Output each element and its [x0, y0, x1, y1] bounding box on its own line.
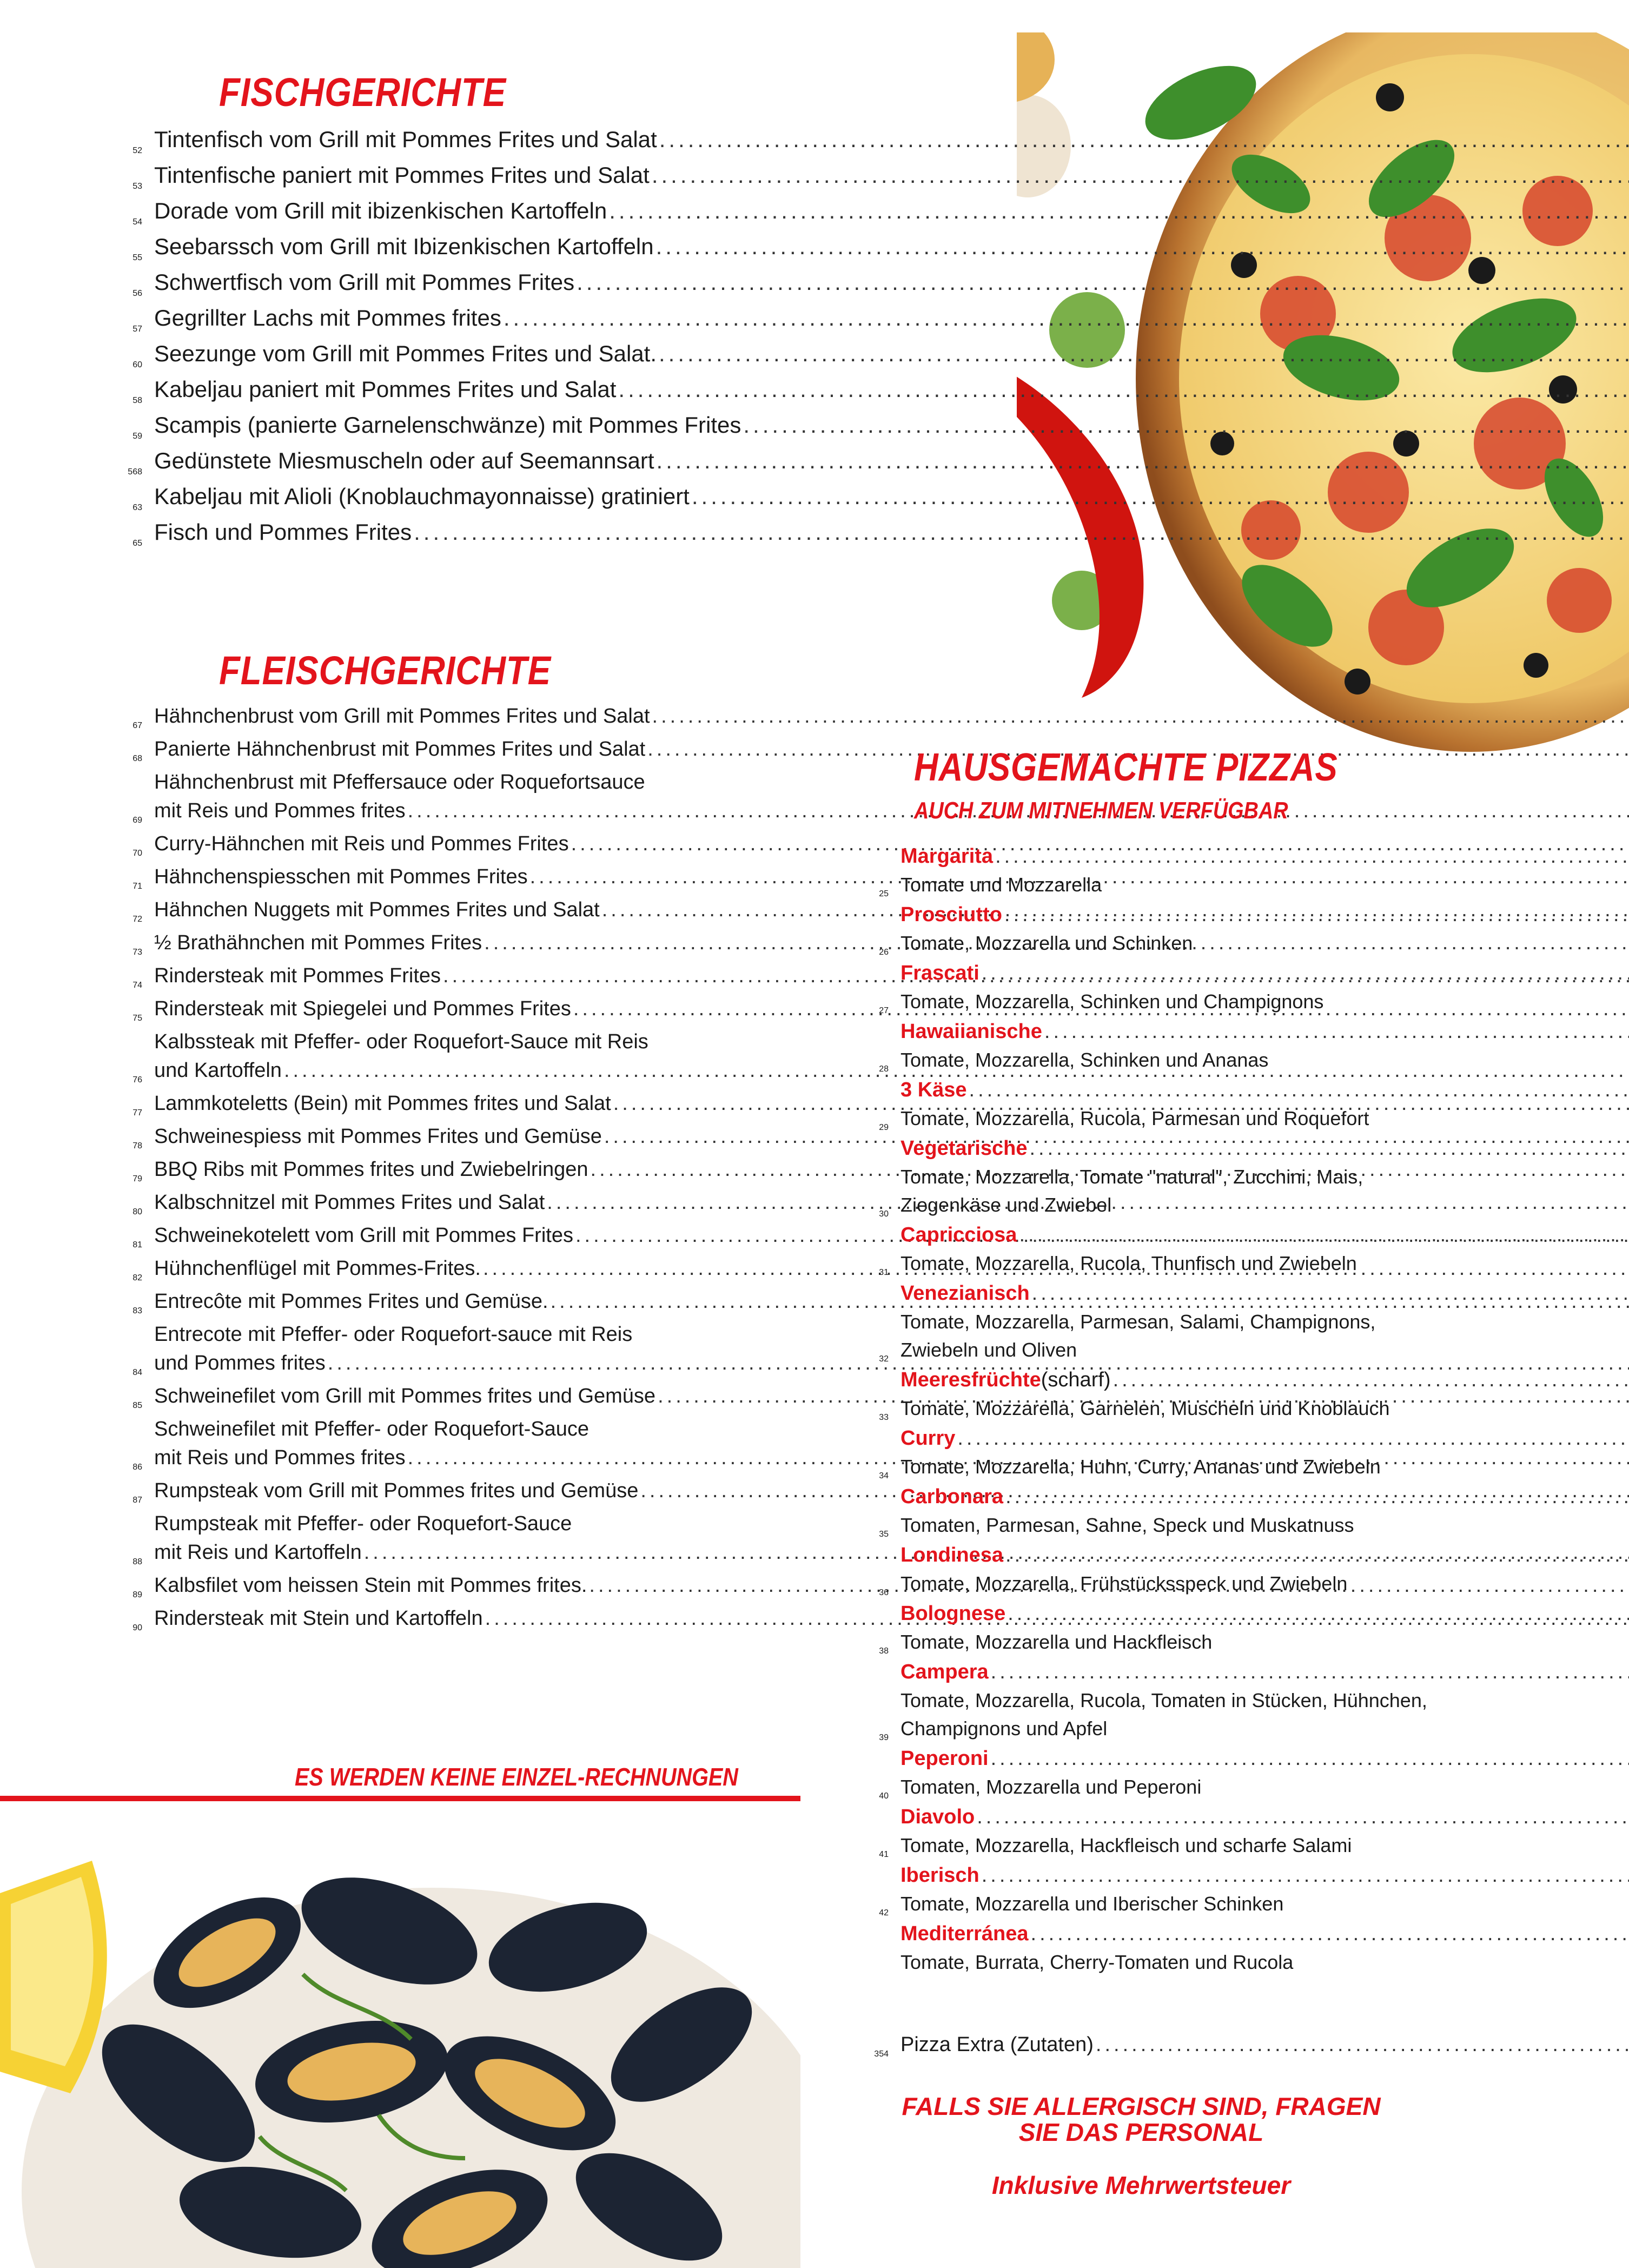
- item-number: 58: [133, 396, 142, 405]
- item-name: Fisch und Pommes Frites: [154, 519, 412, 545]
- leader-dots: [656, 230, 1629, 263]
- leader-dots: [657, 445, 1629, 477]
- fleisch-item: [133, 830, 780, 858]
- item-name: Hähnchenspiesschen mit Pommes Frites: [154, 865, 528, 888]
- fleisch-item: [133, 1415, 780, 1472]
- item-number: 86: [133, 1463, 142, 1472]
- fleisch-item: [133, 1122, 780, 1151]
- fleisch-item: [133, 1089, 780, 1118]
- pizza-item: [879, 1482, 1475, 1539]
- item-name: Schweinekotelett vom Grill mit Pommes Frites: [154, 1224, 573, 1247]
- pizza-item: [879, 1540, 1475, 1598]
- pizza-ingredients: Ziegenkäse und Zwiebel: [900, 1194, 1112, 1216]
- leader-dots: [1008, 1599, 1629, 1628]
- item-name: Schweinefilet vom Grill mit Pommes frites und Gemüse: [154, 1385, 656, 1407]
- fleisch-item: [133, 1188, 780, 1217]
- leader-dots: [982, 1861, 1629, 1890]
- pizza-name: Iberisch: [900, 1864, 979, 1887]
- fleisch-item: [133, 1510, 780, 1567]
- item-number: 41: [879, 1850, 889, 1859]
- item-name: Gegrillter Lachs mit Pommes frites: [154, 305, 501, 330]
- fisch-item: [133, 266, 983, 299]
- pizza-name: Diavolo: [900, 1806, 975, 1828]
- pizza-item: [879, 1017, 1475, 1074]
- pizza-item: [879, 1744, 1475, 1801]
- pizza-name: Frascati: [900, 962, 979, 984]
- item-number: 38: [879, 1647, 889, 1656]
- item-name: Kabeljau mit Alioli (Knoblauchmayonnaisse) gratiniert: [154, 484, 690, 509]
- pizza-item: [879, 842, 1475, 899]
- pizza-ingredients: Tomaten, Parmesan, Sahne, Speck und Muskatnuss: [900, 1514, 1354, 1536]
- pizza-ingredients: Tomate und Mozzarella: [900, 874, 1102, 896]
- pizza-item: [879, 1657, 1475, 1743]
- fleisch-item: [133, 896, 780, 924]
- fleisch-item: [133, 995, 780, 1023]
- no-separate-bills-note: ES WERDEN KEINE EINZEL-RECHNUNGEN: [295, 1763, 738, 1791]
- leader-dots: [995, 842, 1629, 871]
- item-name: Kalbssteak mit Pfeffer- oder Roquefort-Sauce mit Reis: [154, 1030, 648, 1053]
- pizza-item: [879, 1802, 1475, 1860]
- leader-dots: [1113, 1365, 1629, 1394]
- leader-dots: [991, 1657, 1629, 1687]
- fleisch-item: [133, 1254, 780, 1283]
- leader-dots: [609, 195, 1629, 227]
- pizza-name: Londinesa: [900, 1544, 1004, 1566]
- pizza-ingredients: Tomate, Burrata, Cherry-Tomaten und Rucola: [900, 1951, 1294, 1973]
- fisch-item: [133, 373, 983, 406]
- item-number: 71: [133, 882, 142, 891]
- item-name: Panierte Hähnchenbrust mit Pommes Frites und Salat: [154, 738, 646, 761]
- item-name: Kalbsfilet vom heissen Stein mit Pommes frites.: [154, 1574, 587, 1597]
- fleisch-item: [133, 1604, 780, 1633]
- item-name: Hähnchen Nuggets mit Pommes Frites und Salat: [154, 898, 600, 921]
- fisch-section-title: FISCHGERICHTE: [219, 70, 506, 115]
- leader-dots: [1005, 1540, 1629, 1570]
- item-number: 78: [133, 1141, 142, 1150]
- pizza-ingredients: Tomate, Mozzarella, Rucola, Tomaten in Stücken, Hühnchen,: [900, 1689, 1427, 1711]
- fleisch-item: [133, 1028, 780, 1085]
- leader-dots: [414, 516, 1629, 548]
- item-name: Kabeljau paniert mit Pommes Frites und Salat: [154, 376, 617, 402]
- leader-dots: [1032, 1279, 1629, 1308]
- fisch-item: [133, 195, 983, 227]
- pizza-item: [900, 1919, 1475, 1976]
- item-number: 70: [133, 849, 142, 858]
- fisch-item: [128, 445, 983, 477]
- pizza-item: [879, 1075, 1475, 1133]
- leader-dots: [991, 1744, 1629, 1773]
- item-name: Tintenfische paniert mit Pommes Frites und Salat: [154, 162, 650, 188]
- item-number: 80: [133, 1207, 142, 1216]
- pizza-list: [879, 842, 1475, 1978]
- pizza-name: Hawaiianische: [900, 1020, 1042, 1043]
- item-name: Seebarssch vom Grill mit Ibizenkischen Kartoffeln: [154, 234, 654, 259]
- item-number: 60: [133, 360, 142, 369]
- pizza-ingredients: Tomate, Mozzarella, Garnelen, Muscheln und Knoblauch: [900, 1397, 1390, 1419]
- fleisch-item: [133, 768, 780, 825]
- pizza-ingredients: Tomate, Mozzarella, Parmesan, Salami, Champignons,: [900, 1311, 1376, 1333]
- item-number: 31: [879, 1268, 889, 1277]
- pizza-item: [879, 1861, 1475, 1918]
- fisch-item: [133, 230, 983, 263]
- item-number: 27: [879, 1006, 889, 1015]
- leader-dots: [969, 1075, 1629, 1105]
- item-number: 28: [879, 1064, 889, 1074]
- pizza-ingredients: Tomate, Mozzarella und Schinken: [900, 932, 1193, 954]
- fleisch-item: [133, 702, 780, 731]
- leader-dots: [982, 958, 1629, 988]
- fisch-item: [133, 516, 983, 548]
- fleisch-item: [133, 929, 780, 957]
- item-number: 81: [133, 1240, 142, 1249]
- leader-dots: [1019, 1220, 1629, 1249]
- pizza-ingredients: Tomate, Mozzarella und Iberischer Schinken: [900, 1893, 1284, 1915]
- leader-dots: [618, 373, 1629, 406]
- pizza-ingredients: Zwiebeln und Oliven: [900, 1339, 1077, 1361]
- leader-dots: [652, 702, 1629, 731]
- item-name: Rindersteak mit Spiegelei und Pommes Frites: [154, 997, 571, 1020]
- item-number: 42: [879, 1908, 889, 1917]
- fisch-list: [128, 123, 983, 552]
- item-number: 84: [133, 1368, 142, 1377]
- leader-dots: [957, 1424, 1629, 1453]
- item-name: Rindersteak mit Pommes Frites: [154, 964, 441, 987]
- pizza-ingredients: Tomate, Mozzarella, Tomate "natural", Zucchini, Mais,: [900, 1166, 1363, 1188]
- item-number: 53: [133, 182, 142, 191]
- item-name: Kalbschnitzel mit Pommes Frites und Salat: [154, 1191, 545, 1214]
- red-divider-line: [0, 1796, 800, 1801]
- item-number: 54: [133, 217, 142, 227]
- pizza-name: Capricciosa: [900, 1224, 1017, 1246]
- pizza-subtitle: AUCH ZUM MITNEHMEN VERFÜGBAR: [914, 797, 1288, 824]
- fleisch-item: [133, 1477, 780, 1505]
- pizza-ingredients: Tomate, Mozzarella, Schinken und Ananas: [900, 1049, 1269, 1071]
- fisch-item: [133, 409, 983, 441]
- item-number: 56: [133, 289, 142, 298]
- item-name: Rumpsteak mit Pfeffer- oder Roquefort-Sauce: [154, 1512, 572, 1535]
- item-number: 77: [133, 1108, 142, 1118]
- item-number: 73: [133, 948, 142, 957]
- item-number: 34: [879, 1471, 889, 1480]
- item-number: 52: [133, 146, 142, 155]
- leader-dots: [652, 159, 1629, 191]
- pizza-name: Mediterránea: [900, 1922, 1029, 1945]
- item-name: Dorade vom Grill mit ibizenkischen Kartoffeln: [154, 198, 607, 223]
- leader-dots: [977, 1802, 1629, 1831]
- pizza-name: Meeresfrüchte: [900, 1368, 1041, 1391]
- item-number: 82: [133, 1273, 142, 1282]
- item-number: 30: [879, 1209, 889, 1219]
- item-number: 36: [879, 1588, 889, 1597]
- item-number: 26: [879, 948, 889, 957]
- pizza-item: [879, 900, 1475, 957]
- fleisch-item: [133, 863, 780, 891]
- leader-dots: [1096, 2030, 1629, 2059]
- item-number: 63: [133, 503, 142, 512]
- pizza-ingredients: Tomate, Mozzarella, Frühstücksspeck und Zwiebeln: [900, 1572, 1348, 1595]
- pizza-ingredients: Tomate, Mozzarella, Rucola, Parmesan und Roquefort: [900, 1107, 1369, 1129]
- fleisch-section-title: FLEISCHGERICHTE: [219, 648, 551, 693]
- pizza-name: Curry: [900, 1427, 956, 1450]
- fleisch-item: [133, 962, 780, 990]
- pizza-item: [879, 958, 1475, 1016]
- leader-dots: [1005, 1482, 1629, 1511]
- fleisch-item: [133, 1155, 780, 1184]
- item-name: Entrecote mit Pfeffer- oder Roquefort-sauce mit Reis: [154, 1323, 633, 1346]
- fisch-item: [133, 338, 983, 370]
- fleisch-item: [133, 1571, 780, 1600]
- item-number: 33: [879, 1413, 889, 1422]
- pizza-ingredients: Tomate, Mozzarella, Huhn, Curry, Ananas und Zwiebeln: [900, 1456, 1381, 1478]
- pizza-name: Margarita: [900, 845, 994, 868]
- pizza-extra-item: [874, 2030, 1475, 2059]
- item-number: 89: [133, 1590, 142, 1599]
- item-number: 90: [133, 1623, 142, 1632]
- pizza-name: 3 Käse: [900, 1079, 967, 1101]
- item-number: 85: [133, 1401, 142, 1410]
- pizza-ingredients: Tomaten, Mozzarella und Peperoni: [900, 1776, 1202, 1798]
- pizza-name: Bolognese: [900, 1602, 1006, 1625]
- item-number: 59: [133, 432, 142, 441]
- item-number: 69: [133, 816, 142, 825]
- item-name-continued: mit Reis und Pommes frites: [154, 1446, 406, 1469]
- item-number: 67: [133, 721, 142, 730]
- item-number: 87: [133, 1496, 142, 1505]
- leader-dots: [1029, 1134, 1629, 1163]
- mussels-photo: [0, 1812, 800, 2268]
- tax-note: Inklusive Mehrwertsteuer: [991, 2171, 1291, 2199]
- allergy-note-line-1: FALLS SIE ALLERGISCH SIND, FRAGEN: [902, 2092, 1381, 2120]
- item-name: Entrecôte mit Pommes Frites und Gemüse.: [154, 1290, 548, 1313]
- item-name: Hähnchenbrust vom Grill mit Pommes Frites und Salat: [154, 705, 650, 728]
- item-number: 40: [879, 1791, 889, 1801]
- item-name-continued: und Pommes frites: [154, 1352, 326, 1374]
- leader-dots: [504, 302, 1629, 334]
- pizza-extra-row: [874, 2030, 1475, 2059]
- pizza-ingredients: Champignons und Apfel: [900, 1717, 1108, 1740]
- pizza-item: [879, 1134, 1475, 1219]
- item-name-continued: mit Reis und Kartoffeln: [154, 1541, 362, 1564]
- item-name: Hähnchenbrust mit Pfeffersauce oder Roquefortsauce: [154, 771, 645, 794]
- pizza-ingredients: Tomate, Mozzarella, Rucola, Thunfisch und Zwiebeln: [900, 1252, 1357, 1274]
- item-name: Rumpsteak vom Grill mit Pommes frites und Gemüse: [154, 1479, 639, 1502]
- item-number: 35: [879, 1530, 889, 1539]
- item-name: ½ Brathähnchen mit Pommes Frites: [154, 931, 482, 954]
- fisch-item: [133, 302, 983, 334]
- allergy-note: [844, 2093, 1439, 2145]
- item-name: Rindersteak mit Stein und Kartoffeln: [154, 1607, 483, 1630]
- item-number: 55: [133, 253, 142, 262]
- item-number: 75: [133, 1014, 142, 1023]
- pizza-ingredients: Tomate, Mozzarella und Hackfleisch: [900, 1631, 1213, 1653]
- fleisch-item: [133, 1221, 780, 1250]
- pizza-name: Vegetarische: [900, 1137, 1028, 1160]
- item-number: 88: [133, 1557, 142, 1566]
- fleisch-item: [133, 1320, 780, 1378]
- item-number: 79: [133, 1174, 142, 1183]
- item-name: Tintenfisch vom Grill mit Pommes Frites und Salat: [154, 127, 657, 152]
- fisch-item: [133, 480, 983, 513]
- pizza-item: [879, 1220, 1475, 1278]
- item-number: 568: [128, 467, 142, 477]
- leader-dots: [577, 266, 1629, 299]
- allergy-note-line-2: SIE DAS PERSONAL: [1018, 2118, 1264, 2146]
- item-name: Gedünstete Miesmuscheln oder auf Seemannsart: [154, 448, 654, 473]
- item-number: 32: [879, 1354, 889, 1364]
- pizza-name: Carbonara: [900, 1485, 1004, 1508]
- fisch-item: [133, 123, 983, 156]
- pizza-ingredients: Tomate, Mozzarella, Schinken und Champignons: [900, 990, 1324, 1013]
- item-number: 68: [133, 754, 142, 763]
- fleisch-item: [133, 1382, 780, 1411]
- pizza-section-title: HAUSGEMACHTE PIZZAS: [914, 746, 1338, 789]
- leader-dots: [692, 480, 1629, 513]
- pizza-name-suffix: (scharf): [1041, 1368, 1111, 1391]
- pizza-name: Prosciutto: [900, 903, 1002, 926]
- item-number: 65: [133, 539, 142, 548]
- item-number: 354: [874, 2049, 889, 2059]
- item-name-continued: mit Reis und Pommes frites: [154, 799, 406, 822]
- pizza-item: [879, 1599, 1475, 1656]
- item-name: Scampis (panierte Garnelenschwänze) mit Pommes Frites: [154, 412, 741, 438]
- item-number: 25: [879, 889, 889, 898]
- item-number: 74: [133, 981, 142, 990]
- item-name: Schweinespiess mit Pommes Frites und Gemüse: [154, 1125, 602, 1148]
- item-name: Pizza Extra (Zutaten): [900, 2033, 1094, 2056]
- pizza-item: [879, 1424, 1475, 1481]
- leader-dots: [659, 123, 1629, 156]
- item-number: 72: [133, 915, 142, 924]
- item-number: 39: [879, 1733, 889, 1742]
- pizza-name: Peperoni: [900, 1747, 989, 1770]
- item-number: 29: [879, 1123, 889, 1132]
- item-name: Schweinefilet mit Pfeffer- oder Roquefort-Sauce: [154, 1418, 590, 1440]
- item-name: Schwertfisch vom Grill mit Pommes Frites: [154, 269, 575, 295]
- item-name: Seezunge vom Grill mit Pommes Frites und Salat.: [154, 341, 657, 366]
- pizza-item: [879, 1279, 1475, 1364]
- item-name: Curry-Hähnchen mit Reis und Pommes Frites: [154, 832, 569, 855]
- leader-dots: [743, 409, 1629, 441]
- item-name: Hühnchenflügel mit Pommes-Frites.: [154, 1257, 481, 1280]
- fisch-item: [133, 159, 983, 191]
- pizza-name: Campera: [900, 1661, 989, 1683]
- leader-dots: [1044, 1017, 1629, 1046]
- leader-dots: [659, 338, 1629, 370]
- fleisch-list: [133, 702, 780, 1637]
- leader-dots: [1004, 900, 1629, 929]
- fleisch-item: [133, 1287, 780, 1316]
- item-number: 83: [133, 1306, 142, 1315]
- item-number: 57: [133, 325, 142, 334]
- leader-dots: [1031, 1919, 1629, 1948]
- pizza-name: Venezianisch: [900, 1282, 1030, 1305]
- item-number: 76: [133, 1075, 142, 1085]
- pizza-item: [879, 1365, 1475, 1423]
- item-name: BBQ Ribs mit Pommes frites und Zwiebelringen: [154, 1158, 588, 1181]
- item-name-continued: und Kartoffeln: [154, 1059, 282, 1082]
- item-name: Lammkoteletts (Bein) mit Pommes frites und Salat: [154, 1092, 611, 1115]
- pizza-ingredients: Tomate, Mozzarella, Hackfleisch und scharfe Salami: [900, 1834, 1352, 1856]
- fleisch-item: [133, 735, 780, 764]
